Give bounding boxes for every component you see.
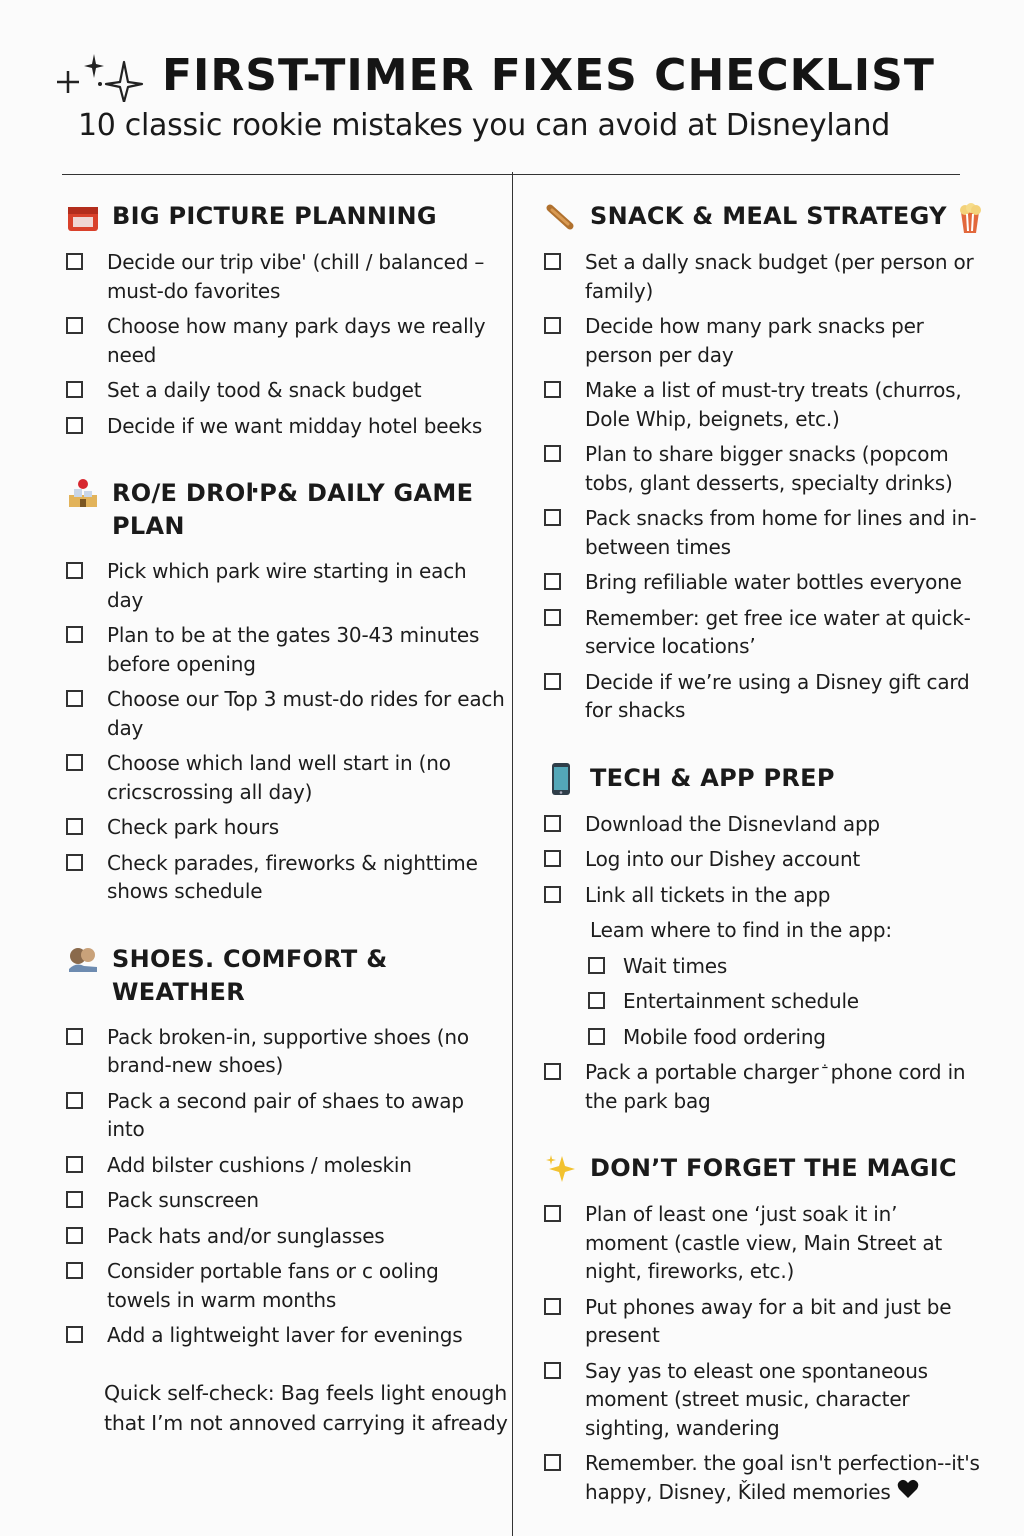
item-text: Pack a second pair of shaes to awap into [107, 1088, 464, 1141]
section-title: RO/E DROŀP& DAILY GAME PLAN [112, 479, 474, 540]
checkbox[interactable] [588, 1028, 605, 1045]
item-text: Choose which land well start in (no cricscrossing all day) [107, 751, 451, 804]
checklist-subitem[interactable] [588, 952, 984, 981]
item-text: Set a dally snack budget (per person or family) [585, 250, 974, 303]
checkbox[interactable] [66, 818, 83, 835]
page-title: FIRST-TIMER FIXES CHECKLIST [162, 50, 935, 101]
item-text: Plan to be at the gates 30-43 minutes before opening [107, 623, 480, 676]
left-column [66, 200, 506, 1438]
checkbox[interactable] [588, 957, 605, 974]
header-divider [62, 174, 960, 175]
item-text: Plan of least one ‘just soak it in’ moment (castle view, Main Street at night, fireworks, etc.) [585, 1202, 943, 1283]
checklist-subitem[interactable] [588, 1023, 984, 1052]
checklist-item[interactable] [544, 568, 984, 597]
column-divider [512, 172, 513, 1536]
checkbox[interactable] [66, 253, 83, 270]
checkbox[interactable] [66, 381, 83, 398]
checkbox[interactable] [66, 1227, 83, 1244]
item-text: Download the Disnevland app [585, 811, 880, 836]
checklist-item[interactable] [66, 1321, 506, 1350]
checkbox[interactable] [588, 992, 605, 1009]
item-text: Bring refiliable water bottles everyone [585, 570, 962, 594]
phone-icon [544, 762, 578, 796]
checklist-item[interactable] [544, 810, 984, 839]
item-text: Link all tickets in the app [585, 882, 831, 907]
page-subtitle: 10 classic rookie mistakes you can avoid at Disneyland [78, 108, 890, 143]
item-text: Remember: get free ice water at quick- service locations’ [585, 605, 971, 658]
checklist-item[interactable] [66, 248, 506, 305]
item-text: Choose how many park days we really need [107, 314, 486, 367]
right-column [544, 200, 984, 1513]
checkbox[interactable] [544, 1298, 561, 1315]
checklist-subitem[interactable] [588, 987, 984, 1016]
item-text: Mobile food ordering [623, 1024, 826, 1049]
learn-label: Leam where to find in the app: [590, 918, 892, 942]
checklist-item[interactable] [66, 1257, 506, 1314]
section-dont-forget-the-magic [544, 1152, 984, 1506]
item-text: Entertainment schedule [623, 989, 859, 1013]
section-title-text: SNACK & MEAL STRATEGY [590, 202, 947, 230]
item-text: Remember. the goal isn't perfection--it's happy, Disney, Ǩiled memories [585, 1451, 980, 1504]
checklist-item[interactable] [544, 1357, 984, 1443]
section-title: BIG PICTURE PLANNING [112, 202, 437, 230]
checklist-item[interactable] [66, 749, 506, 806]
item-text: Check parades, fireworks & nighttime shows schedule [107, 850, 478, 903]
checklist-item[interactable] [66, 1087, 506, 1144]
section-title [590, 200, 947, 233]
item-text: Plan to share bigger snacks (popcom tobs, glant desserts, specialty drinks) [585, 442, 953, 495]
section-title: TECH & APP PREP [590, 763, 835, 792]
checkbox[interactable] [544, 886, 561, 903]
checklist-item[interactable] [544, 504, 984, 561]
checkbox[interactable] [544, 815, 561, 832]
section-title: DON’T FORGET THE MAGIC [590, 1154, 957, 1182]
item-text: Choose our Top 3 must-do rides for each day [107, 687, 505, 740]
checkbox[interactable] [66, 1262, 83, 1279]
item-text: Add bilster cushions / moleskin [107, 1152, 412, 1177]
item-text: Decide our trip vibe' (chill / balanced –must-do favorites [107, 250, 485, 303]
checkbox[interactable] [544, 1063, 561, 1080]
checkbox[interactable] [544, 609, 561, 626]
churro-icon [544, 200, 578, 234]
item-text: Say yas to eleast one spontaneous moment (street music, character sighting, wandering [585, 1358, 928, 1440]
item-text: Pack hats and/or sunglasses [107, 1223, 385, 1248]
checklist-item[interactable] [66, 849, 506, 906]
checkbox[interactable] [544, 850, 561, 867]
checklist-item[interactable] [66, 557, 506, 614]
checklist-item[interactable] [66, 312, 506, 369]
item-text: Log into our Dishey account [585, 847, 861, 871]
checkbox[interactable] [66, 754, 83, 771]
checkbox[interactable] [544, 381, 561, 398]
castle-icon [66, 477, 100, 511]
checklist-item[interactable] [544, 881, 984, 910]
item-text: Consider portable fans or c ooling towels in warm months [107, 1259, 439, 1312]
item-text: Pack sunscreen [107, 1188, 259, 1212]
item-text: Set a daily tood & snack budget [107, 378, 422, 402]
item-text: Put phones away for a bit and just be present [585, 1294, 952, 1347]
checklist-item[interactable] [544, 312, 984, 369]
checklist-item[interactable] [544, 376, 984, 433]
shoe-icon [66, 943, 100, 977]
item-text: Wait times [623, 953, 728, 978]
item-text: Decide how many park snacks per person per day [585, 314, 924, 367]
checkbox[interactable] [544, 445, 561, 462]
checklist-item[interactable] [544, 604, 984, 661]
checklist-item[interactable] [66, 1222, 506, 1251]
checklist-item[interactable] [66, 621, 506, 678]
header [0, 0, 1024, 176]
checkbox[interactable] [66, 317, 83, 334]
checkbox[interactable] [544, 1362, 561, 1379]
checklist-item[interactable] [66, 1186, 506, 1215]
item-text: Decide if we’re using a Disney gift card for shacks [585, 669, 970, 722]
checkbox[interactable] [544, 317, 561, 334]
checkbox[interactable] [66, 1191, 83, 1208]
checkbox[interactable] [544, 673, 561, 690]
checkbox[interactable] [544, 509, 561, 526]
item-text: Pack snacks from home for lines and in-between times [585, 506, 977, 559]
checkbox[interactable] [66, 690, 83, 707]
section-big-picture-planning [66, 200, 506, 440]
checkbox[interactable] [66, 1156, 83, 1173]
checkbox[interactable] [66, 1028, 83, 1045]
checklist-item[interactable] [66, 1023, 506, 1080]
checkbox[interactable] [66, 626, 83, 643]
checkbox[interactable] [544, 253, 561, 270]
checklist-item[interactable] [544, 1449, 984, 1506]
item-text: Pack broken-in, supportive shoes (no brand-new shoes) [107, 1024, 469, 1077]
checklist-item[interactable] [544, 248, 984, 305]
item-text: Pick which park wire starting in each day [107, 559, 467, 612]
section-title: SHOES. COMFORT & WEATHER [112, 944, 388, 1006]
checklist-item[interactable] [544, 1200, 984, 1286]
sparkle-icon [544, 1152, 578, 1186]
checklist-item[interactable] [544, 845, 984, 874]
checklist-item[interactable] [66, 1151, 506, 1180]
item-text-wrap [585, 1449, 984, 1506]
calendar-icon [66, 200, 100, 234]
item-text: Make a list of must-try treats (churros, Dole Whip, beignets, etc.) [585, 378, 962, 431]
checkbox[interactable] [66, 1326, 83, 1343]
checklist-item[interactable] [544, 668, 984, 725]
quick-self-check-note: Quick self-check: Bag feels light enough that I’m not annoved carrying it afready [104, 1380, 508, 1435]
checkbox[interactable] [544, 1205, 561, 1222]
item-text: Decide if we want midday hotel beeks [107, 413, 483, 438]
checklist-item[interactable] [66, 685, 506, 742]
sparkles-icon [54, 50, 146, 102]
section-shoes-comfort-weather [66, 943, 506, 1438]
checkbox[interactable] [66, 1092, 83, 1109]
checklist-item[interactable] [544, 1058, 984, 1115]
checkbox[interactable] [66, 854, 83, 871]
popcorn-icon [957, 202, 983, 234]
checklist-item[interactable] [66, 376, 506, 405]
item-text: Add a lightweight laver for evenings [107, 1323, 463, 1347]
checkbox[interactable] [544, 573, 561, 590]
checklist-item[interactable] [544, 1293, 984, 1350]
checkbox[interactable] [544, 1454, 561, 1471]
item-text: Pack a portable charger ꜙ phone cord in the park bag [585, 1060, 966, 1113]
checkbox[interactable] [66, 562, 83, 579]
item-text: Check park hours [107, 815, 280, 839]
checklist-item[interactable] [544, 440, 984, 497]
section-rope-drop [66, 477, 506, 906]
heart-icon [897, 1479, 919, 1499]
checklist-item[interactable] [66, 412, 506, 441]
section-snack-meal-strategy [544, 200, 984, 725]
section-tech-app-prep [544, 762, 984, 1116]
checkbox[interactable] [66, 417, 83, 434]
checklist-item[interactable] [66, 813, 506, 842]
